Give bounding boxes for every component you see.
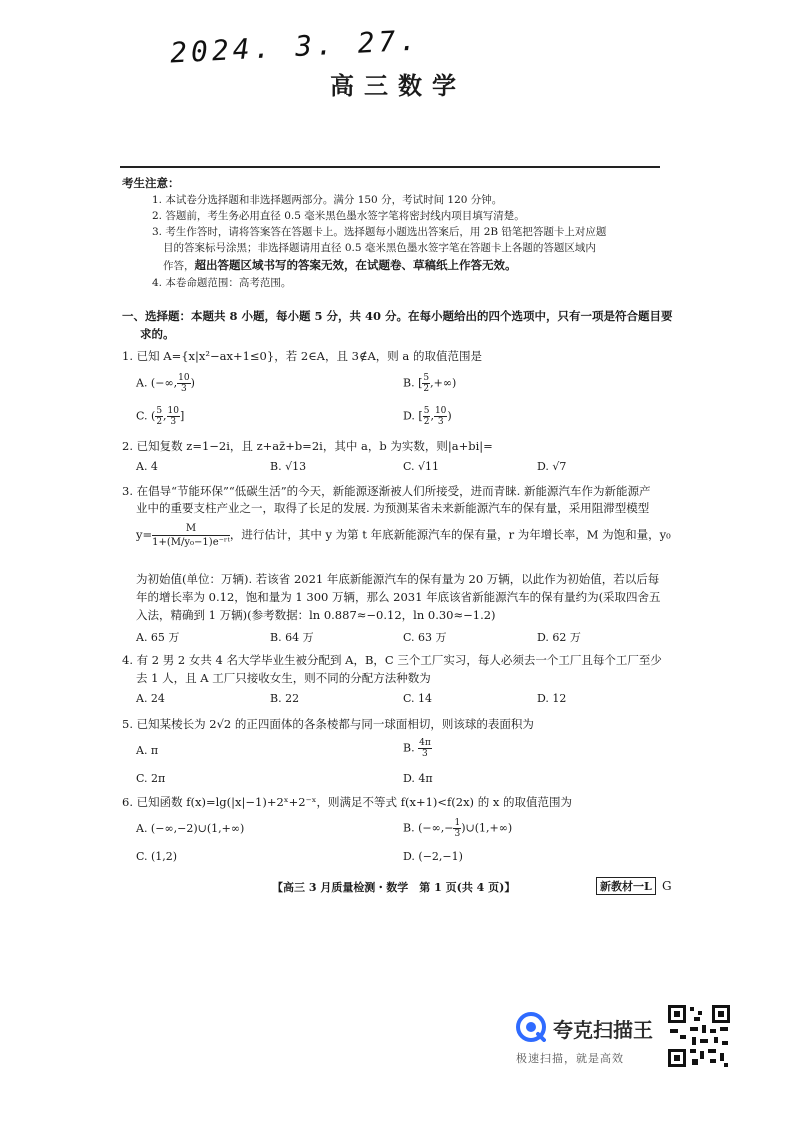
q6-stem: 6. 已知函数 f(x)=lg(|x|−1)+2ˣ+2⁻ˣ，则满足不等式 f(x+1)<f(2x) 的 x 的取值范围为 xyxy=(122,795,572,809)
q1-d-frac2 xyxy=(434,406,447,427)
q1-b-num: 5 xyxy=(423,373,430,383)
q3-line4: 为初始值(单位：万辆). 若该省 2021 年底新能源汽车的保有量为 20 万辆，以此作为初始值，若以后每 xyxy=(136,572,660,586)
q6-option-b xyxy=(403,818,512,839)
q6-option-d: D. (−2,−1) xyxy=(403,850,463,863)
q3-formula-frac xyxy=(152,522,230,549)
q3-option-a: A. 65 万 xyxy=(136,631,180,644)
q1-c-mid: , xyxy=(163,409,167,423)
page-footer: 【高三 3 月质量检测・数学 第 1 页(共 4 页)】 xyxy=(272,881,516,894)
q2-option-d: D. √7 xyxy=(537,460,567,473)
q3-line2: 业中的重要支柱产业之一，取得了长足的发展. 为预测某省未来新能源汽车的保有量，采用阻滞型模型 xyxy=(136,501,650,515)
q6-b-num: 1 xyxy=(454,818,461,828)
q6-option-c: C. (1,2) xyxy=(136,850,178,863)
notice-item-4: 4. 本卷命题范围：高考范围。 xyxy=(152,277,292,289)
q5-b-prefix: B. xyxy=(403,741,415,755)
q3-line6: 入法，精确到 1 万辆)(参考数据：ln 0.887≈−0.12，ln 0.30≈−1.2) xyxy=(136,608,496,622)
q3-formula-num: M xyxy=(152,522,230,536)
notice-item-3-cont: 目的答案标号涂黑；非选择题请用直径 0.5 毫米黑色墨水签字笔在答题卡上各题的答题区域内 xyxy=(163,242,596,254)
q1-d-prefix: D. [ xyxy=(403,409,423,423)
q3-option-b: B. 64 万 xyxy=(270,631,314,644)
section-heading-line1: 一、选择题：本题共 8 小题，每小题 5 分，共 40 分。在每小题给出的四个选项中，只有一项是符合题目要 xyxy=(122,309,673,323)
qr-code-icon xyxy=(666,1003,732,1069)
handwritten-date: 2024. 3. 27. xyxy=(169,23,421,70)
q1-d-den1: 2 xyxy=(423,417,430,427)
q3-line3-tail: ，进行估计，其中 y 为第 t 年底新能源汽车的保有量，r 为年增长率，M 为饱和量，y₀ xyxy=(229,527,671,542)
q1-c-frac1 xyxy=(155,406,163,427)
q5-b-frac xyxy=(418,738,432,759)
q1-d-num1: 5 xyxy=(423,406,430,416)
q5-b-den: 3 xyxy=(422,749,428,759)
q3-line5: 年的增长率为 0.12，饱和量为 1 300 万辆，那么 2031 年底该省新能源汽车的保有量约为(采取四舍五 xyxy=(136,590,661,604)
q1-option-b xyxy=(403,373,456,394)
notice-item-3-end xyxy=(163,258,517,274)
section-heading-line2: 求的。 xyxy=(140,327,175,341)
q1-option-a xyxy=(136,373,195,394)
q1-a-prefix: A. (−∞, xyxy=(136,376,178,390)
edition-tag: 新教材一L xyxy=(596,877,656,895)
q6-b-suffix: )∪(1,+∞) xyxy=(461,821,513,835)
q4-option-d: D. 12 xyxy=(537,692,567,705)
q1-c-suffix: ] xyxy=(180,409,185,423)
q1-c-num1: 5 xyxy=(156,406,163,416)
q1-stem: 1. 已知 A={x|x²−ax+1≤0}，若 2∈A，且 3∉A，则 a 的取值范围是 xyxy=(122,349,482,363)
notice-item-2: 2. 答题前，考生务必用直径 0.5 毫米黑色墨水签字笔将密封线内项目填写清楚。 xyxy=(152,210,525,222)
scanner-brand: 夸克扫描王 xyxy=(553,1018,653,1042)
q2-option-c: C. √11 xyxy=(403,460,440,473)
q4-line1: 4. 有 2 男 2 女共 4 名大学毕业生被分配到 A，B，C 三个工厂实习，每人必须去一个工厂且每个工厂至少 xyxy=(122,653,662,667)
q5-b-num: 4π xyxy=(419,738,431,748)
q3-formula-den: 1+(M/y₀−1)e⁻ʳᵗ xyxy=(152,537,230,548)
q1-c-num2: 10 xyxy=(167,406,179,416)
q1-b-den: 2 xyxy=(423,384,430,394)
q1-a-frac xyxy=(177,373,190,394)
q1-d-mid: , xyxy=(430,409,434,423)
notice-item-3-end-text: 作答， xyxy=(163,260,195,272)
q5-stem: 5. 已知某棱长为 2√2 的正四面体的各条棱都与同一球面相切，则该球的表面积为 xyxy=(122,717,534,731)
q6-b-prefix: B. (−∞,− xyxy=(403,821,454,835)
q3-option-d: D. 62 万 xyxy=(537,631,581,644)
scanner-logo-icon xyxy=(516,1012,546,1042)
notice-heading: 考生注意： xyxy=(122,176,180,190)
q1-a-suffix: ) xyxy=(190,376,195,390)
q1-c-frac2 xyxy=(167,406,180,427)
q1-d-den2: 3 xyxy=(437,417,444,427)
notice-item-1: 1. 本试卷分选择题和非选择题两部分。满分 150 分，考试时间 120 分钟。 xyxy=(152,194,503,206)
q1-option-d xyxy=(403,406,452,427)
page-title: 高三数学 xyxy=(330,71,466,100)
q5-option-d: D. 4π xyxy=(403,772,433,785)
q1-a-den: 3 xyxy=(180,384,187,394)
q3-formula-line xyxy=(136,522,671,549)
q1-c-den2: 3 xyxy=(170,417,177,427)
scanner-slogan: 极速扫描，就是高效 xyxy=(516,1052,624,1065)
edition-letter: G xyxy=(662,879,672,893)
q6-option-a: A. (−∞,−2)∪(1,+∞) xyxy=(136,822,245,835)
q5-option-c: C. 2π xyxy=(136,772,166,785)
notice-item-3: 3. 考生作答时，请将答案答在答题卡上。选择题每小题选出答案后，用 2B 铅笔把答题卡上对应题 xyxy=(152,226,607,238)
q3-line1: 3. 在倡导“节能环保”“低碳生活”的今天，新能源逐渐被人们所接受，进而青睐. 新能源汽车作为新能源产 xyxy=(122,484,651,498)
q1-a-num: 10 xyxy=(178,373,190,383)
q4-option-c: C. 14 xyxy=(403,692,433,705)
q1-d-suffix: ) xyxy=(447,409,452,423)
notice-bold-warning: 超出答题区域书写的答案无效，在试题卷、草稿纸上作答无效。 xyxy=(194,258,517,272)
q1-c-den1: 2 xyxy=(156,417,163,427)
q6-b-den: 3 xyxy=(454,829,461,839)
q1-d-num2: 10 xyxy=(434,406,447,416)
header-divider xyxy=(120,166,660,168)
q2-stem: 2. 已知复数 z=1−2i，且 z+az̄+b=2i，其中 a，b 为实数，则|a+bi|= xyxy=(122,439,493,453)
q1-b-prefix: B. [ xyxy=(403,376,423,390)
q3-formula-lhs: y= xyxy=(136,527,153,542)
q4-option-a: A. 24 xyxy=(136,692,165,705)
q4-option-b: B. 22 xyxy=(270,692,300,705)
q3-option-c: C. 63 万 xyxy=(403,631,447,644)
q1-option-c xyxy=(136,406,184,427)
q1-c-prefix: C. ( xyxy=(136,409,156,423)
q2-option-a: A. 4 xyxy=(136,460,158,473)
q5-option-b xyxy=(403,738,432,759)
q2-option-b: B. √13 xyxy=(270,460,307,473)
q4-line2: 去 1 人，且 A 工厂只接收女生，则不同的分配方法种数为 xyxy=(136,671,431,685)
q1-b-suffix: ,+∞) xyxy=(430,376,457,390)
q1-b-frac xyxy=(422,373,430,394)
q5-option-a: A. π xyxy=(136,744,159,757)
